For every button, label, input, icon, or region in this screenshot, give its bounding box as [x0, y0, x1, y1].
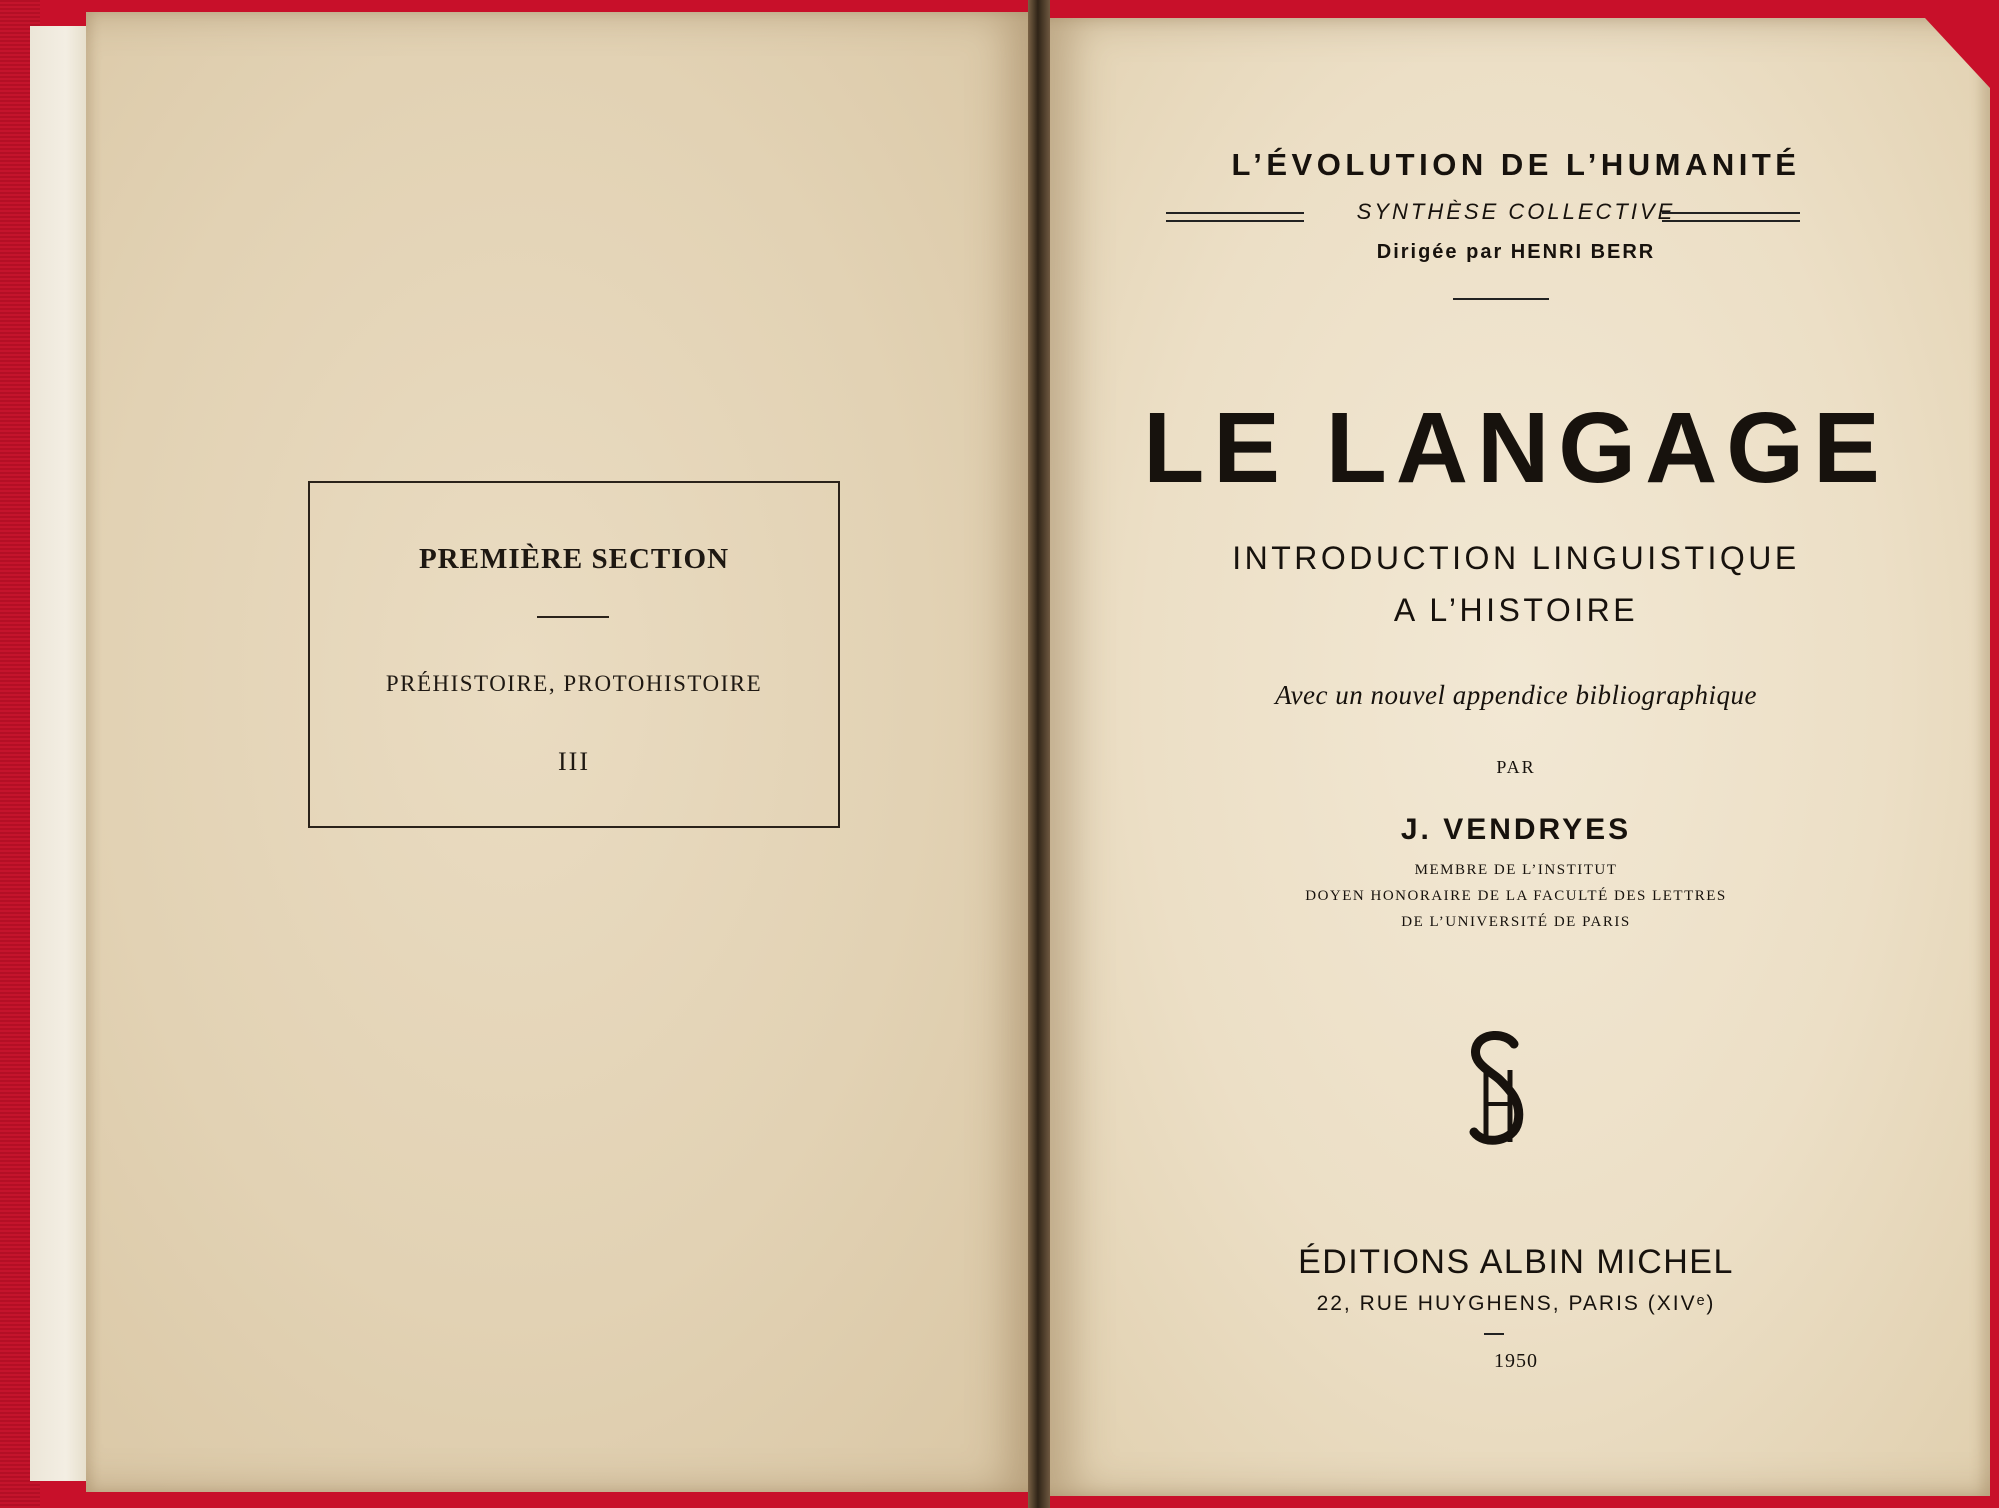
series-director: Dirigée par HENRI BERR: [1376, 241, 1656, 263]
book-subtitle-line1: INTRODUCTION LINGUISTIQUE: [1232, 540, 1800, 576]
by-label: PAR: [1496, 757, 1536, 777]
author-credential: DE L’UNIVERSITÉ DE PARIS: [1401, 914, 1631, 930]
book-title: LE LANGAGE: [1143, 392, 1889, 504]
flyleaf-edge: [30, 26, 90, 1481]
section-box: [308, 481, 840, 828]
publication-year: 1950: [1494, 1350, 1538, 1372]
title-divider: [1453, 298, 1549, 300]
section-subtitle: PRÉHISTOIRE, PROTOHISTOIRE: [385, 671, 763, 696]
publisher-monogram-icon: [1462, 1030, 1532, 1150]
series-subtitle-row: [1042, 199, 1990, 231]
book-subtitle-line2: A L’HISTOIRE: [1393, 592, 1639, 628]
author-name: J. VENDRYES: [1400, 813, 1632, 846]
folded-corner: [1925, 18, 1990, 88]
double-rule-right: [1662, 212, 1800, 222]
appendix-note: Avec un nouvel appendice bibliographique: [1275, 680, 1757, 710]
author-credential: DOYEN HONORAIRE DE LA FACULTÉ DES LETTRES: [1305, 888, 1727, 904]
author-credential: MEMBRE DE L’INSTITUT: [1414, 862, 1618, 878]
series-title: L’ÉVOLUTION DE L’HUMANITÉ: [1231, 147, 1801, 182]
publisher-name: ÉDITIONS ALBIN MICHEL: [1298, 1243, 1734, 1281]
series-subtitle: SYNTHÈSE COLLECTIVE: [1356, 199, 1676, 224]
section-divider: [537, 616, 609, 618]
address-divider: [1484, 1333, 1504, 1335]
section-number: III: [558, 747, 590, 776]
publisher-address: 22, RUE HUYGHENS, PARIS (XIVᵉ): [1316, 1292, 1716, 1315]
section-title: PREMIÈRE SECTION: [418, 543, 730, 575]
